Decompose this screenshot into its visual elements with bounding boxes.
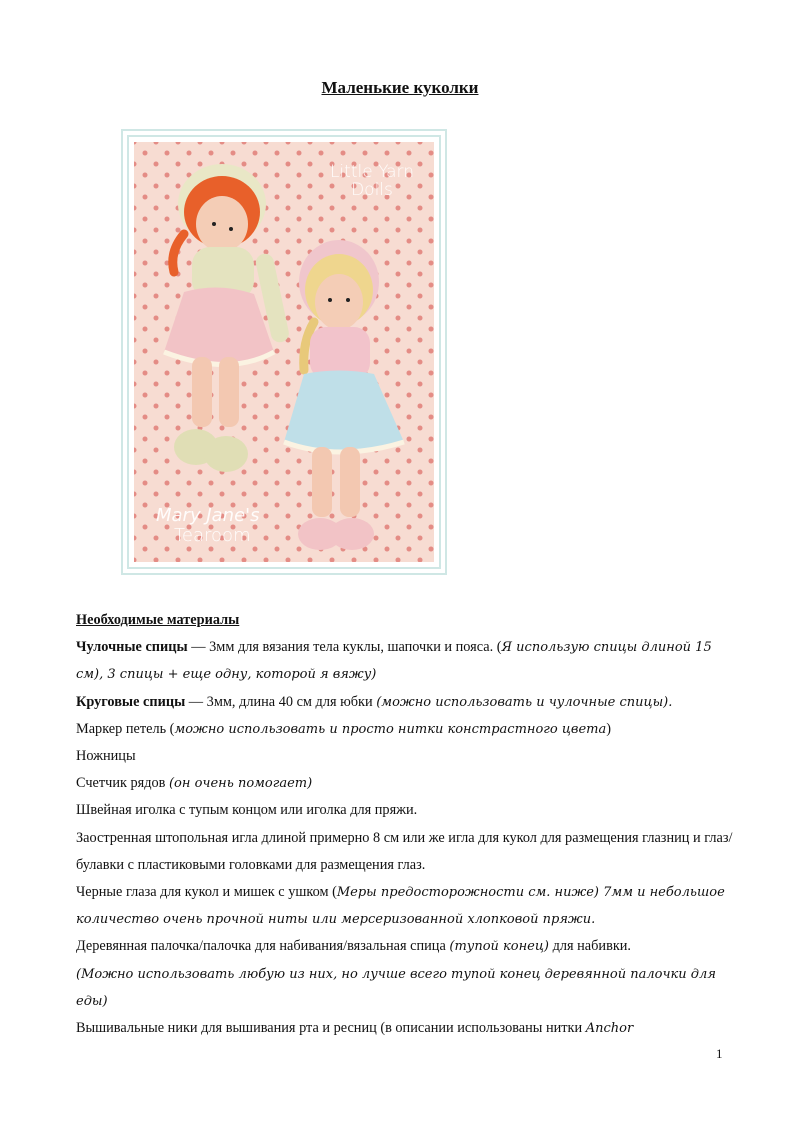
section-heading: Необходимые материалы [76,612,240,628]
material-item [76,879,736,933]
material-item [76,825,736,879]
material-item [76,689,736,716]
document-title: Маленькие куколки [321,78,479,97]
material-item-italic: Я использую спицы длиной 15 см), 3 спицы + еще одну, которой я вяжу) [76,640,712,683]
material-item-italic: Меры предосторожности см. ниже) 7мм и небольшое количество очень прочной ниты или мерсеризованной хлопковой пряжи. [76,885,725,928]
materials-list [76,634,736,1042]
material-item-text: Швейная иголка с тупым концом или иголка для пряжи. [76,802,418,819]
material-item-text: Черные глаза для кукол и мишек с ушком ( [76,884,337,901]
photo-frame-inner-border [127,135,441,569]
material-item-tail: для набивки. [549,938,631,955]
doll-left-skirt [164,287,274,364]
material-item [76,961,736,1015]
material-item [76,1015,736,1042]
material-item-bold: Чулочные спицы [76,639,188,656]
material-item-text: Заостренная штопольная игла длиной примерно 8 см или же игла для кукол для размещения глазниц и глаз/булавки с пластиковыми головками для размещения глаз. [76,829,733,873]
material-item-tail: ) [606,720,611,737]
photo-watermark-bottom: Tearoom [174,525,251,547]
material-item-bold: Круговые спицы [76,693,186,710]
material-item-text: Маркер петель ( [76,720,175,737]
material-item-italic: (можно использовать и чулочные спицы). [376,694,673,710]
material-item [76,743,736,770]
material-item-text: — 3мм для вязания тела куклы, шапочки и пояса. ( [187,639,502,656]
material-item-italic: (он очень помогает) [168,776,313,792]
watermark-line: Dolls [351,179,393,200]
photo-frame [121,129,447,575]
material-item-text: Вышивальные ники для вышивания рта и ресниц (в описании использованы нитки [76,1020,586,1037]
material-item [76,797,736,824]
material-item-text: Деревянная палочка/палочка для набивания/вязальная спица [76,938,450,955]
material-item-text: — 3мм, длина 40 см для юбки [185,693,377,710]
photo-watermark-top [330,164,414,200]
material-item-text: Ножницы [76,748,136,765]
material-item [76,770,736,797]
material-item-italic: можно использовать и просто нитки констрастного цвета [174,721,607,737]
material-item [76,634,736,688]
material-item [76,716,736,743]
dolls-photo [134,142,434,562]
doll-right-face [315,274,363,330]
materials-section [76,607,736,1042]
photo-watermark-bottom-script: Mary Jane's [156,505,260,527]
material-item [76,933,736,960]
page-number: 1 [716,1046,723,1061]
material-item-italic: (тупой конец) [449,939,550,955]
doll-left-face [196,196,248,252]
watermark-line: Little Yarn [329,162,414,182]
material-item-italic: (Можно использовать любую из них, но лучше всего тупой конец деревянной палочки для еды) [76,966,716,1009]
material-item-italic: Anchor [585,1021,634,1037]
doll-right-skirt [284,371,404,453]
material-item-text: Счетчик рядов [76,775,169,792]
doll-right [284,240,404,550]
dolls-illustration [134,142,434,562]
doll-left [164,164,291,472]
